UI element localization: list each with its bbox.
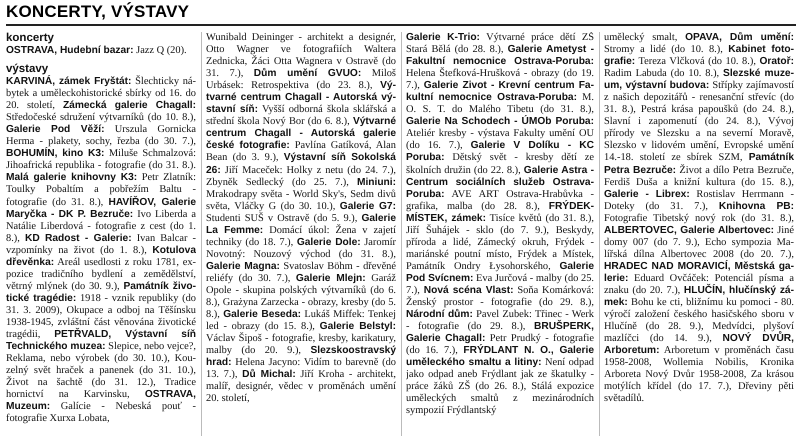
column-divider (401, 32, 402, 436)
column-1: koncerty OSTRAVA, Hudební bazar: Jazz Q (20). výstavy KARVINÁ, zámek Fryštát: Šlechticky nábytek a uměleckohistorické sbírky od 16. do 20. století, Zámecká galerie Chagall: Středočeské sdružení výtvarníků (do 10. 8.), Galerie Pod Věží: Urszula Gornicka Herma - plakety, sochy, řezba (do 30. 7.), BOHUMÍN, kino K3: Miluše Schmalzová: Jihoafrická republika - fotografie (do 31. 8.). Malá galerie knihovny K3: Petr Zlatník: Toulky Pobaltím a pobřežím Baltu - fotografie (do 31. 8.), HAVÍŘOV, Galerie Maryčka - DK P. Bezruče: Ivo Liberda a Natálie Liberdová - fotografie z cest (do 1. 8.), KD Radost - Galerie: Ivan Balcar - vzpomínky na život (do 1. 8.), Kotulova dřevěnka: Areál usedlosti z roku 1781, expozice tradičního bydlení a zemědělství, větrný mlýnek (do 30. 9.), Památník životické tragédie: 1918 - vznik republiky (do 31. 3. 2009), Okupace a odboj na Těšínsku 1938-1945, zvláštní část věnována životické tragédii, PETŘVALD, Výstavní síň Technického muzea: Slepice, nebo vejce?, Reklama, nebo výrobek (do 30. 10.), Kouzelný svět hraček a panenek (do 31. 10.), Život na šachtě (do 31. 12.), Tradice hornictví na Karvinsku, OSTRAVA, Muzeum: Galície - Nebeská pouť - fotografie Xurxa Lobata, (6, 32, 196, 425)
section-title: KONCERTY, VÝSTAVY (6, 2, 190, 21)
column-divider (201, 32, 202, 436)
column-divider (599, 32, 600, 436)
title-rule (6, 24, 796, 26)
column-3: Galerie K-Trio: Výtvarné práce dětí ZŠ Stará Bělá (do 28. 8.), Galerie Ametyst - Fakultní nemocnice Ostrava-Poruba: Helena Štefková-Hrušková - obrazy (do 19. 7.), Galerie Zivot - Krevní centrum Fakultní nemocnice Ostrava-Poruba: M. O. S. T. do Malého Tibetu (do 31. 8.), Galerie Na Schodech - ÚMOb Poruba: Ateliér kresby - výstava Fakulty umění OU (do 16. 7.), Galerie V Dolíku - KC Poruba: Dětský svět - kresby dětí ze školních družin (do 22. 8.), Galerie Astra - Centrum sociálních služeb Ostrava-Poruba: AVE ART Ostrava-Hrabůvka - grafika, malba (do 28. 8.), FRÝDEK-MÍSTEK, zámek: Tisíce květů (do 31. 8.), Jiří Šuhájek - sklo (do 7. 9.), Beskydy, příroda a lidé, Zámecký okruh, Frýdek - mariánské poutní místo, Frýdek a Místek, Památník Ondry Łysohorského, Galerie Pod Svícnem: Eva Jurčová - malby (do 25. 7.), Nová scéna Vlast: Soňa Komárková: Ženský prostor - fotografie (do 29. 8.), Národní dům: Pavel Zubek: Třinec - Werk - fotografie (do 29. 8.), BRUŠPERK, Galerie Chagall: Petr Prudký - fotografie (do 16. 7.), FRÝDLANT N. O., Galerie uměleckého smaltu a litiny: Není odpad jako odpad aneb Frýdlant jak ze škatulky - práce žáků ZŠ (do 26. 8.), Stálá expozice uměleckých smaltů z mezinárodních sympozií Frýdlantský (406, 32, 594, 417)
column-4: umělecký smalt, OPAVA, Dům umění: Stromy a lidé (do 10. 8.), Kabinet fotografie: Tereza Vlčková (do 10. 8.), Oratoř: Radim Labuda (do 10. 8.), Slezské muzeum, výstavní budova: Střípky zajímavostí z našich depozitářů - renesanční střevíc (do 31. 8.), Pestrá krása papoušků (do 24. 8.), Slavní i zapomenutí (do 24. 8.), Vývoj přírody ve Slezsku a na severní Moravě, Slezsko v lidovém umění, Evropské umění 14.-18. století ze sbírek SZM, Památník Petra Bezruče: Život a dílo Petra Bezruče, Ferdiš Duša a knižní kultura (do 15. 8.), Galerie - Librex: Rostislav Herrmann - Doteky (do 31. 7.), Knihovna PB: Fotografie Tibetský nový rok (do 31. 8.), ALBERTOVEC, Galerie Albertovec: Jiné domy 007 (do 7. 9.), Echo sympozia Malířská dílna Albertovec 2008 (do 20. 7.), HRADEC NAD MORAVICÍ, Městská galerie: Eduard Ovčáček: Potenciál písma a znaku (do 20. 7.), HLUČÍN, hlučínský zámek: Bohu ke cti, bližnímu ku pomoci - 80. výročí založení českého hasičského sboru v Hlučíně (do 28. 9.), Medvídci, plyšoví mazlíčci (do 14. 9.), NOVÝ DVŮR, Arboretum: Arboretum v proměnách času 1958-2008, Wollemia Nobilis, Kronika Arboreta Nový Dvůr 1958-2008, Za krásou motýlích křídel (do 17. 7.), Dřeviny pěti světadílů. (604, 32, 794, 405)
column-2: Wunibald Deininger - architekt a designér, Otto Wagner ve fotografiích Waltera Zednicka, Žáci Otta Wagnera v Ostravě (do 31. 7.), Dům umění GVUO: Miloš Urbásek: Retrospektiva (do 23. 8.), Výtvarné centrum Chagall - Autorská výstavní síň: Vyšší odborná škola sklářská a střední škola Nový Bor (do 6. 8.), Výtvarné centrum Chagall - Autorská galerie české fotografie: Pavlína Gatíková, Alan Bean (do 3. 9.), Výstavní síň Sokolská 26: Jiří Maceček: Holky z netu (do 24. 7.), Zbyněk Sedlecký (do 25. 7.), Miniuni: Mrakodrapy světa - World Sky's, Sedm divů světa, Vláčky G (do 30. 10.), Galerie G7: Studenti SUŠ v Ostravě (do 5. 9.), Galerie La Femme: Domácí úkol: Žena v zajetí techniky (do 18. 7.), Galerie Dole: Jaromír Novotný: Nouzový východ (do 31. 8.), Galerie Magna: Svatoslav Böhm - dřevěné reliéfy (do 30. 7.), Galerie Mlejn: Garáž Opole - skupina polských výtvarníků (do 6. 8.), Grażyna Zarzecka - obrazy, kresby (do 5. 8.), Galerie Beseda: Lukáš Miffek: Tenkej led - obrazy (do 15. 8.), Galerie Belstyl: Václav Šipoš - fotografie, kresby, karikatury, malby (do 20. 9.), Slezskoostravský hrad: Helena Jacyno: Vidím to barevně (do 13. 7.), Dů Michal: Jiří Kroha - architekt, malíř, designér, vědec v proměnách umění 20. století, (206, 32, 396, 405)
